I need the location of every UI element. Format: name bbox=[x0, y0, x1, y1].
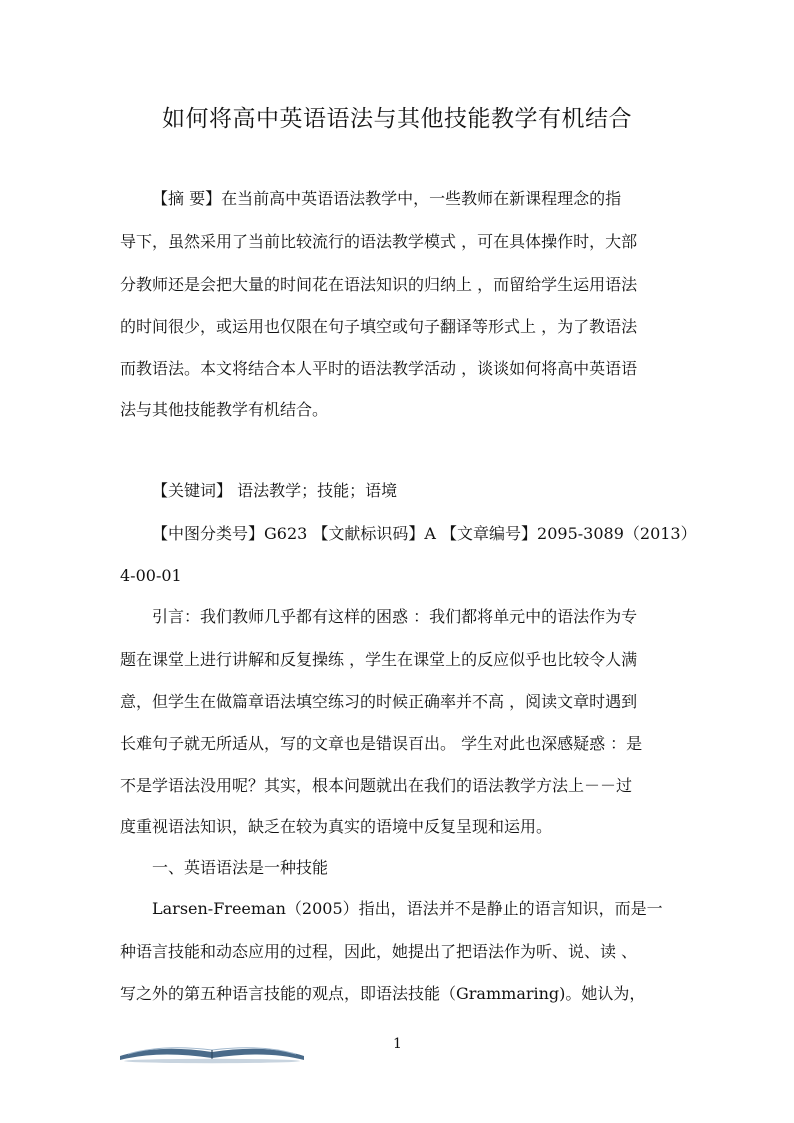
intro-line: 引言：我们教师几乎都有这样的困惑 ：我们都将单元中的语法作为专 bbox=[152, 607, 638, 626]
intro-line: 意，但学生在做篇章语法填空练习的时候正确率并不高 ，阅读文章时遇到 bbox=[120, 692, 638, 711]
page-number: 1 bbox=[393, 1036, 402, 1052]
intro-line: 题在课堂上进行讲解和反复操练 ，学生在课堂上的反应似乎也比较令人满 bbox=[120, 650, 638, 669]
section-line: 种语言技能和动态应用的过程，因此，她提出了把语法作为听、说、读 、 bbox=[120, 942, 638, 961]
classification-line: 【中图分类号】G623 【文献标识码】A 【文章编号】2095-3089（2013） bbox=[152, 524, 697, 543]
abstract-line: 分教师还是会把大量的时间花在语法知识的归纳上 ，而留给学生运用语法 bbox=[120, 275, 638, 294]
open-book-icon bbox=[118, 1038, 306, 1064]
abstract-line: 导下，虽然采用了当前比较流行的语法教学模式 ，可在具体操作时，大部 bbox=[120, 232, 638, 251]
abstract-line: 【摘 要】在当前高中英语语法教学中，一些教师在新课程理念的指 bbox=[152, 189, 622, 208]
section-line: Larsen-Freeman（2005）指出，语法并不是静止的语言知识，而是一 bbox=[152, 899, 663, 918]
document-title: 如何将高中英语语法与其他技能教学有机结合 bbox=[162, 106, 632, 132]
keywords: 【关键词】 语法教学；技能；语境 bbox=[152, 481, 398, 500]
abstract-line: 法与其他技能教学有机结合。 bbox=[120, 400, 329, 419]
intro-line: 度重视语法知识，缺乏在较为真实的语境中反复呈现和运用。 bbox=[120, 817, 553, 836]
classification-line: 4-00-01 bbox=[120, 566, 182, 585]
intro-line: 不是学语法没用呢？其实，根本问题就出在我们的语法教学方法上－－过 bbox=[120, 776, 633, 795]
section-heading: 一、英语语法是一种技能 bbox=[152, 858, 329, 877]
abstract-line: 的时间很少，或运用也仅限在句子填空或句子翻译等形式上 ，为了教语法 bbox=[120, 317, 638, 336]
abstract-line: 而教语法。本文将结合本人平时的语法教学活动 ，谈谈如何将高中英语语 bbox=[120, 359, 638, 378]
intro-line: 长难句子就无所适从，写的文章也是错误百出。 学生对此也深感疑惑 ：是 bbox=[120, 734, 643, 753]
section-line: 写之外的第五种语言技能的观点，即语法技能（Grammaring)。她认为， bbox=[120, 984, 646, 1003]
